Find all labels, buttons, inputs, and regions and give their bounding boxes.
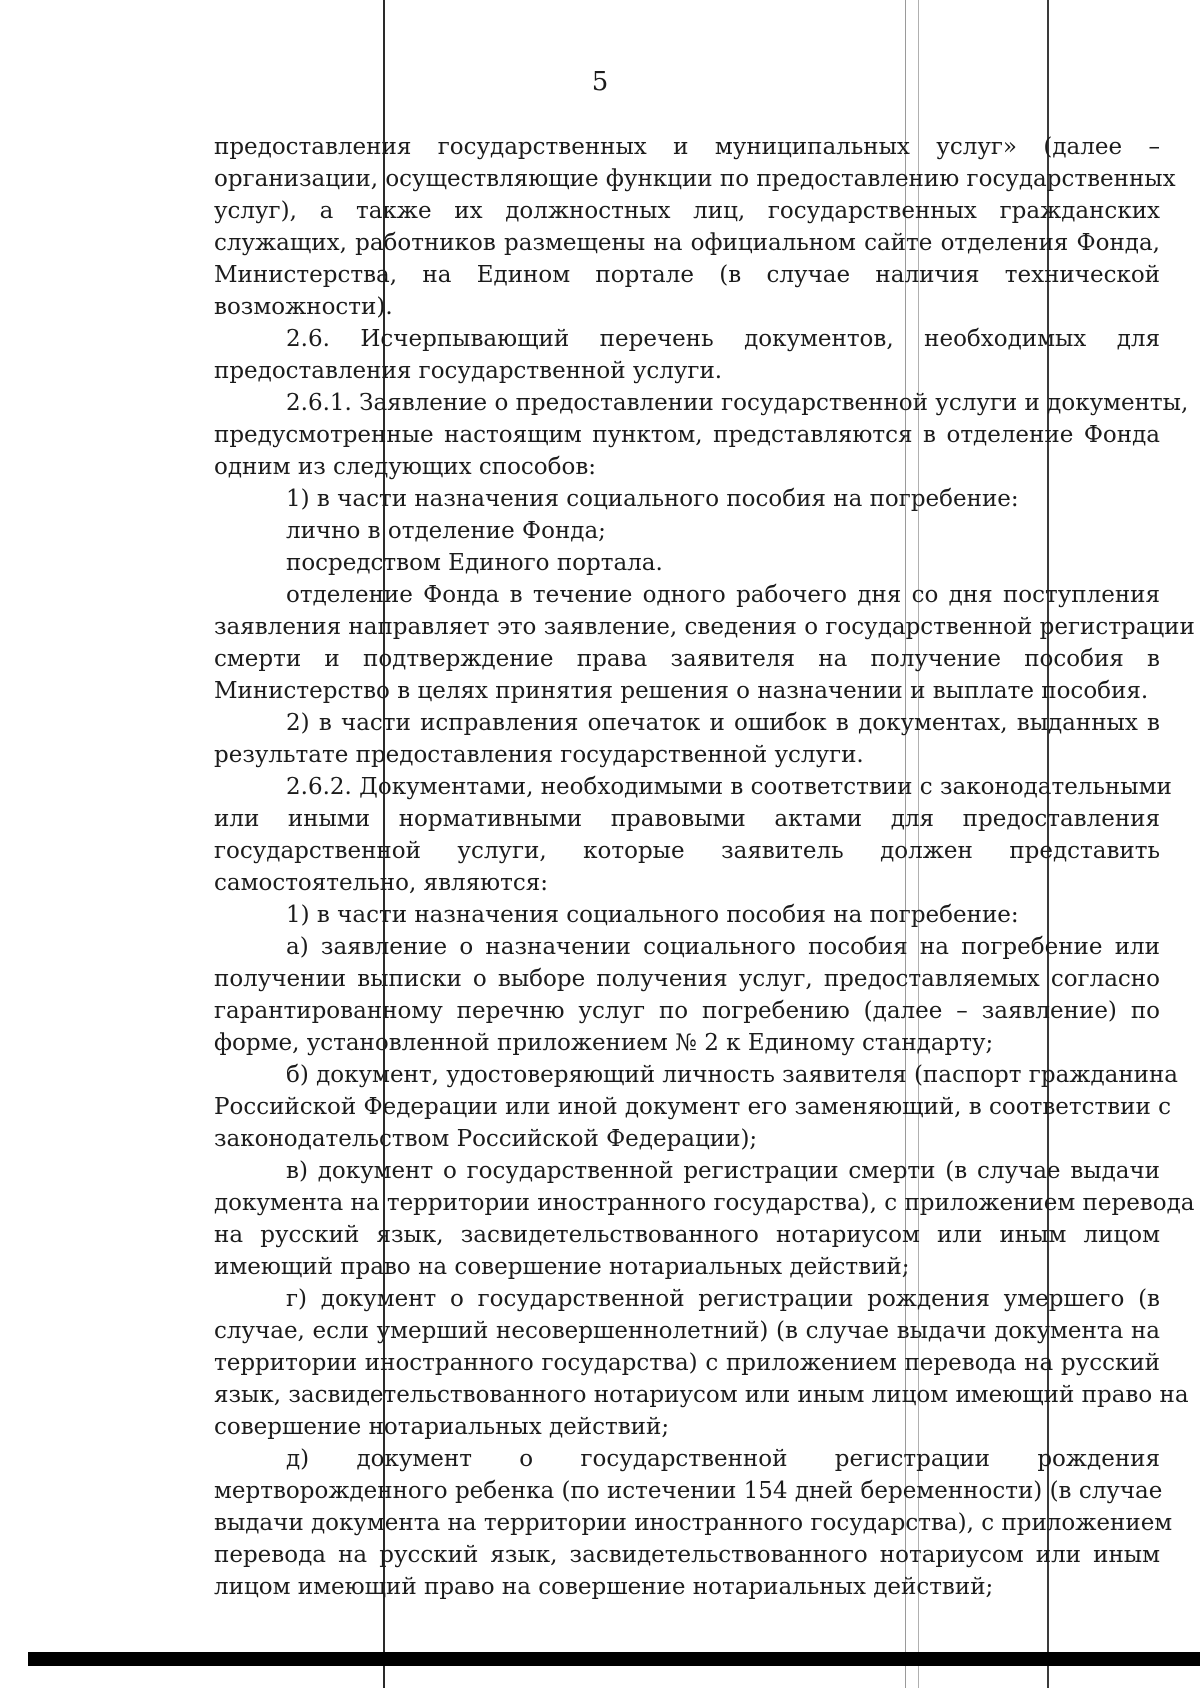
- text-line: 2.6.1. Заявление о предоставлении государственной услуги и документы,: [286, 390, 1189, 416]
- text-line: служащих, работников размещены на официальном сайте отделения Фонда,: [214, 230, 1160, 256]
- text-line: б) документ, удостоверяющий личность заявителя (паспорт гражданина: [286, 1062, 1179, 1088]
- text-line: государственной услуги, которые заявитель должен представить: [214, 838, 1160, 864]
- text-line: организации, осуществляющие функции по предоставлению государственных: [214, 166, 1176, 192]
- text-line: территории иностранного государства) с приложением перевода на русский: [214, 1350, 1160, 1376]
- text-line: Российской Федерации или иной документ его заменяющий, в соответствии с: [214, 1094, 1172, 1120]
- text-line: 2.6. Исчерпывающий перечень документов, необходимых для: [286, 326, 1160, 352]
- text-line: получении выписки о выборе получения услуг, предоставляемых согласно: [214, 966, 1160, 992]
- text-line: одним из следующих способов:: [214, 454, 597, 480]
- text-line: 2.6.2. Документами, необходимыми в соответствии с законодательными: [286, 774, 1172, 800]
- text-line: 2) в части исправления опечаток и ошибок в документах, выданных в: [286, 710, 1160, 736]
- text-line: г) документ о государственной регистрации рождения умершего (в: [286, 1286, 1160, 1312]
- page-number: 5: [591, 67, 609, 97]
- text-line: законодательством Российской Федерации);: [214, 1126, 758, 1152]
- text-line: д) документ о государственной регистрации рождения: [286, 1446, 1160, 1472]
- text-line: совершение нотариальных действий;: [214, 1414, 670, 1440]
- text-line: результате предоставления государственной услуги.: [214, 742, 864, 768]
- text-line: предоставления государственной услуги.: [214, 358, 723, 384]
- text-line: лицом имеющий право на совершение нотариальных действий;: [214, 1574, 994, 1600]
- text-line: самостоятельно, являются:: [214, 870, 549, 896]
- text-line: а) заявление о назначении социального пособия на погребение или: [286, 934, 1160, 960]
- text-line: перевода на русский язык, засвидетельствованного нотариусом или иным: [214, 1542, 1160, 1568]
- text-line: выдачи документа на территории иностранного государства), с приложением: [214, 1510, 1173, 1536]
- text-line: лично в отделение Фонда;: [286, 518, 606, 544]
- text-line: смерти и подтверждение права заявителя на получение пособия в: [214, 646, 1160, 672]
- text-line: 1) в части назначения социального пособия на погребение:: [286, 902, 1019, 928]
- text-line: возможности).: [214, 294, 393, 320]
- text-line: мертворожденного ребенка (по истечении 154 дней беременности) (в случае: [214, 1478, 1163, 1504]
- text-line: на русский язык, засвидетельствованного нотариусом или иным лицом: [214, 1222, 1160, 1248]
- text-line: 1) в части назначения социального пособия на погребение:: [286, 486, 1019, 512]
- text-line: имеющий право на совершение нотариальных действий;: [214, 1254, 910, 1280]
- text-line: посредством Единого портала.: [286, 550, 663, 576]
- text-line: Министерства, на Едином портале (в случае наличия технической: [214, 262, 1160, 288]
- text-line: Министерство в целях принятия решения о назначении и выплате пособия.: [214, 678, 1149, 704]
- text-line: документа на территории иностранного государства), с приложением перевода: [214, 1190, 1195, 1216]
- document-body: [214, 131, 1195, 1603]
- text-line: заявления направляет это заявление, сведения о государственной регистрации: [214, 614, 1195, 640]
- scan-bottom-edge: [28, 1652, 1200, 1666]
- text-line: или иными нормативными правовыми актами для предоставления: [214, 806, 1160, 832]
- text-line: форме, установленной приложением № 2 к Единому стандарту;: [214, 1030, 994, 1056]
- text-line: случае, если умерший несовершеннолетний) (в случае выдачи документа на: [214, 1318, 1160, 1344]
- text-line: услуг), а также их должностных лиц, государственных гражданских: [214, 198, 1160, 224]
- text-line: в) документ о государственной регистрации смерти (в случае выдачи: [286, 1158, 1160, 1184]
- text-line: язык, засвидетельствованного нотариусом или иным лицом имеющий право на: [214, 1382, 1189, 1408]
- text-line: предусмотренные настоящим пунктом, представляются в отделение Фонда: [214, 422, 1160, 448]
- text-line: предоставления государственных и муниципальных услуг» (далее –: [214, 134, 1160, 160]
- text-line: отделение Фонда в течение одного рабочего дня со дня поступления: [286, 582, 1160, 608]
- text-line: гарантированному перечню услуг по погребению (далее – заявление) по: [214, 998, 1160, 1024]
